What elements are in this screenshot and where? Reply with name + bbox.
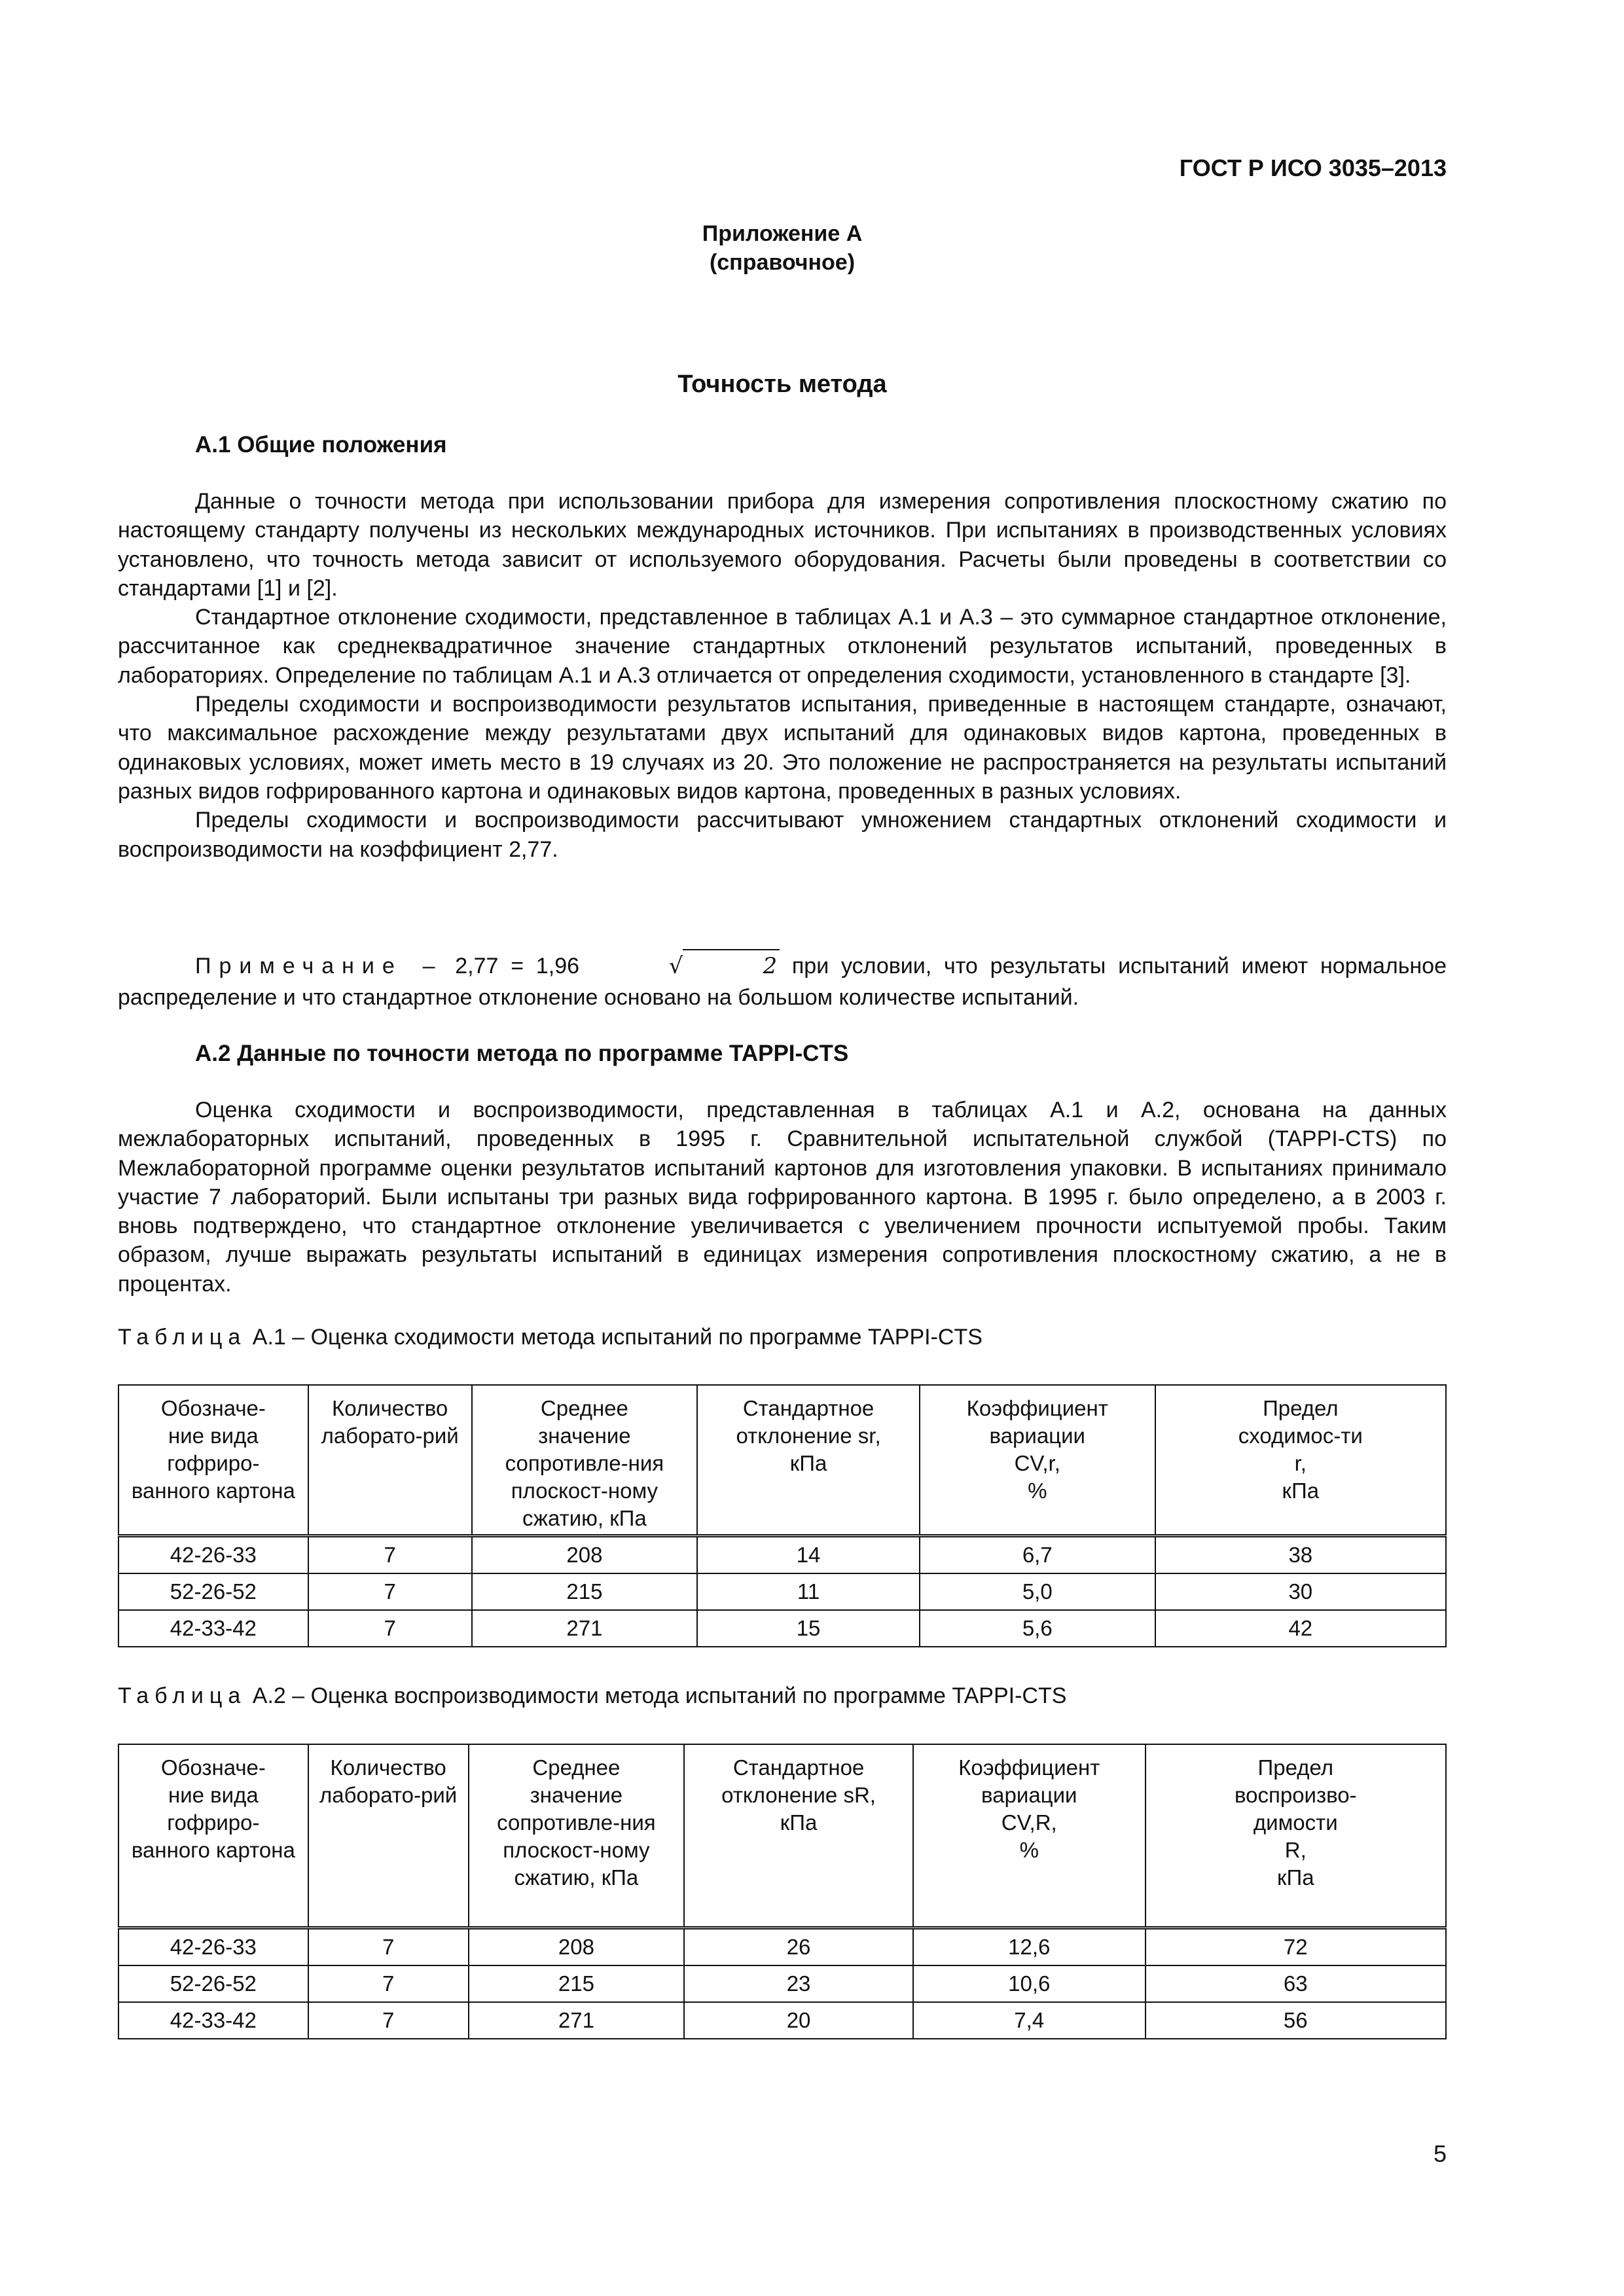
paragraph: Пределы сходимости и воспроизводимости результатов испытания, приведенные в настоящем стандарте, означают, что максимальное расхождение между результатами двух испытаний для одинаковых видов картона, проведенных в одинаковых условиях, может иметь место в 19 случаях из 20. Это положение не распространяется на результаты испытаний разных видов гофрированного картона и одинаковых видов картона, проведенных в разных условиях.	[118, 692, 1447, 804]
annex-label: Приложение А	[702, 221, 863, 246]
caption-text: А.1 – Оценка сходимости метода испытаний по программе TAPPI-CTS	[252, 1325, 983, 1350]
header-cell: Коэффициент вариации CV,r, %	[920, 1385, 1155, 1535]
table-cell: 5,6	[920, 1610, 1155, 1647]
table-cell: 26	[684, 1928, 913, 1965]
table-cell: 42	[1155, 1610, 1446, 1647]
header-cell: Предел воспроизво- димости R, кПа	[1146, 1744, 1446, 1928]
table-cell: 20	[684, 2002, 913, 2039]
section-heading-a2: А.2 Данные по точности метода по программе TAPPI-CTS	[195, 1041, 849, 1066]
annex-type: (справочное)	[709, 250, 856, 275]
table-cell: 208	[472, 1535, 698, 1573]
page-number: 5	[1433, 2140, 1447, 2167]
table-cell: 7	[308, 1965, 469, 2002]
table-cell: 23	[684, 1965, 913, 2002]
table-cell: 12,6	[913, 1928, 1146, 1965]
table-cell: 42-33-42	[118, 1610, 308, 1647]
table-cell: 52-26-52	[118, 1965, 308, 2002]
header-cell: Среднее значение сопротивле-ния плоскост-ному сжатию, кПа	[469, 1744, 685, 1928]
table-row	[118, 1610, 1446, 1647]
table-cell: 72	[1146, 1928, 1446, 1965]
table-row	[118, 1535, 1446, 1573]
table-cell: 42-33-42	[118, 2002, 308, 2039]
table-row	[118, 1928, 1446, 1965]
table-cell: 52-26-52	[118, 1573, 308, 1610]
table-cell: 38	[1155, 1535, 1446, 1573]
header-cell: Количество лаборато-рий	[308, 1385, 472, 1535]
table-a1-caption	[118, 1325, 983, 1350]
table-cell: 42-26-33	[118, 1928, 308, 1965]
header-cell: Обозначе- ние вида гофриро- ванного картона	[118, 1385, 308, 1535]
table-cell: 215	[469, 1965, 685, 2002]
header-cell: Среднее значение сопротивле-ния плоскост-ному сжатию, кПа	[472, 1385, 698, 1535]
header-cell: Стандартное отклонение sR, кПа	[684, 1744, 913, 1928]
table-row	[118, 2002, 1446, 2039]
note-formula: 2,77 = 1,96	[455, 954, 580, 978]
table-cell: 14	[697, 1535, 920, 1573]
table-cell: 63	[1146, 1965, 1446, 2002]
table-cell: 11	[697, 1573, 920, 1610]
table-cell: 42-26-33	[118, 1535, 308, 1573]
section-a1-body	[118, 487, 1447, 864]
note-block	[118, 949, 1447, 1013]
note-label: Примечание –	[195, 954, 443, 978]
document-code: ГОСТ Р ИСО 3035–2013	[1179, 154, 1447, 181]
table-cell: 215	[472, 1573, 698, 1610]
header-cell: Стандартное отклонение sr, кПа	[697, 1385, 920, 1535]
table-header-row	[118, 1385, 1446, 1535]
paragraph: Оценка сходимости и воспроизводимости, представленная в таблицах А.1 и А.2, основана на данных межлабораторных испытаний, проведенных в 1995 г. Сравнительной испытательной службой (TAPPI-CTS) по Межлабораторной программе оценки результатов испытаний картонов для изготовления упаковки. В испытаниях принимало участие 7 лабораторий. Были испытаны три разных вида гофрированного картона. В 1995 г. было определено, а в 2003 г. вновь подтверждено, что стандартное отклонение увеличивается с увеличением прочности испытуемой пробы. Таким образом, лучше выражать результаты испытаний в единицах измерения сопротивления плоскостному сжатию, а не в процентах.	[118, 1098, 1447, 1297]
table-row	[118, 1573, 1446, 1610]
header-cell: Количество лаборато-рий	[308, 1744, 469, 1928]
table-cell: 7	[308, 2002, 469, 2039]
table-cell: 15	[697, 1610, 920, 1647]
paragraph: Стандартное отклонение сходимости, представленное в таблицах А.1 и А.3 – это суммарное стандартное отклонение, рассчитанное как среднеквадратичное значение стандартных отклонений результатов испытаний, проведенных в лабораториях. Определение по таблицам А.1 и А.3 отличается от определения сходимости, установленного в стандарте [3].	[118, 605, 1447, 688]
table-header-row	[118, 1744, 1446, 1928]
section-a2-body	[118, 1096, 1447, 1299]
sqrt-radicand: 2	[683, 949, 780, 982]
table-cell: 271	[472, 1610, 698, 1647]
table-cell: 30	[1155, 1573, 1446, 1610]
sqrt-symbol: √ 2	[592, 949, 780, 982]
header-cell: Обозначе- ние вида гофриро- ванного картона	[118, 1744, 308, 1928]
caption-text: А.2 – Оценка воспроизводимости метода испытаний по программе TAPPI-CTS	[252, 1683, 1067, 1708]
header-cell: Предел сходимос-ти r, кПа	[1155, 1385, 1446, 1535]
table-cell: 7	[308, 1610, 472, 1647]
page-title: Точность метода	[677, 370, 887, 398]
paragraph: Пределы сходимости и воспроизводимости рассчитывают умножением стандартных отклонений сходимости и воспроизводимости на коэффициент 2,77.	[118, 808, 1447, 862]
section-heading-a1: А.1 Общие положения	[195, 432, 447, 457]
note-text-continued: распределение и что стандартное отклонение основано на большом количестве испытаний.	[118, 985, 1079, 1010]
table-row	[118, 1965, 1446, 2002]
table-cell: 7,4	[913, 2002, 1146, 2039]
caption-label: Таблица	[118, 1683, 247, 1708]
table-cell: 7	[308, 1928, 469, 1965]
table-cell: 7	[308, 1535, 472, 1573]
table-cell: 208	[469, 1928, 685, 1965]
table-cell: 7	[308, 1573, 472, 1610]
table-a1	[118, 1384, 1447, 1647]
table-cell: 56	[1146, 2002, 1446, 2039]
table-a2	[118, 1744, 1447, 2039]
table-cell: 271	[469, 2002, 685, 2039]
table-cell: 10,6	[913, 1965, 1146, 2002]
caption-label: Таблица	[118, 1325, 247, 1350]
paragraph: Данные о точности метода при использовании прибора для измерения сопротивления плоскостному сжатию по настоящему стандарту получены из нескольких международных источников. При испытаниях в производственных условиях установлено, что точность метода зависит от используемого оборудования. Расчеты были проведены в соответствии со стандартами [1] и [2].	[118, 489, 1447, 601]
annex-heading	[118, 219, 1447, 277]
note-text: при условии, что результаты испытаний имеют нормальное	[791, 954, 1447, 978]
table-a2-caption	[118, 1683, 1066, 1709]
header-cell: Коэффициент вариации CV,R, %	[913, 1744, 1146, 1928]
table-cell: 5,0	[920, 1573, 1155, 1610]
table-cell: 6,7	[920, 1535, 1155, 1573]
